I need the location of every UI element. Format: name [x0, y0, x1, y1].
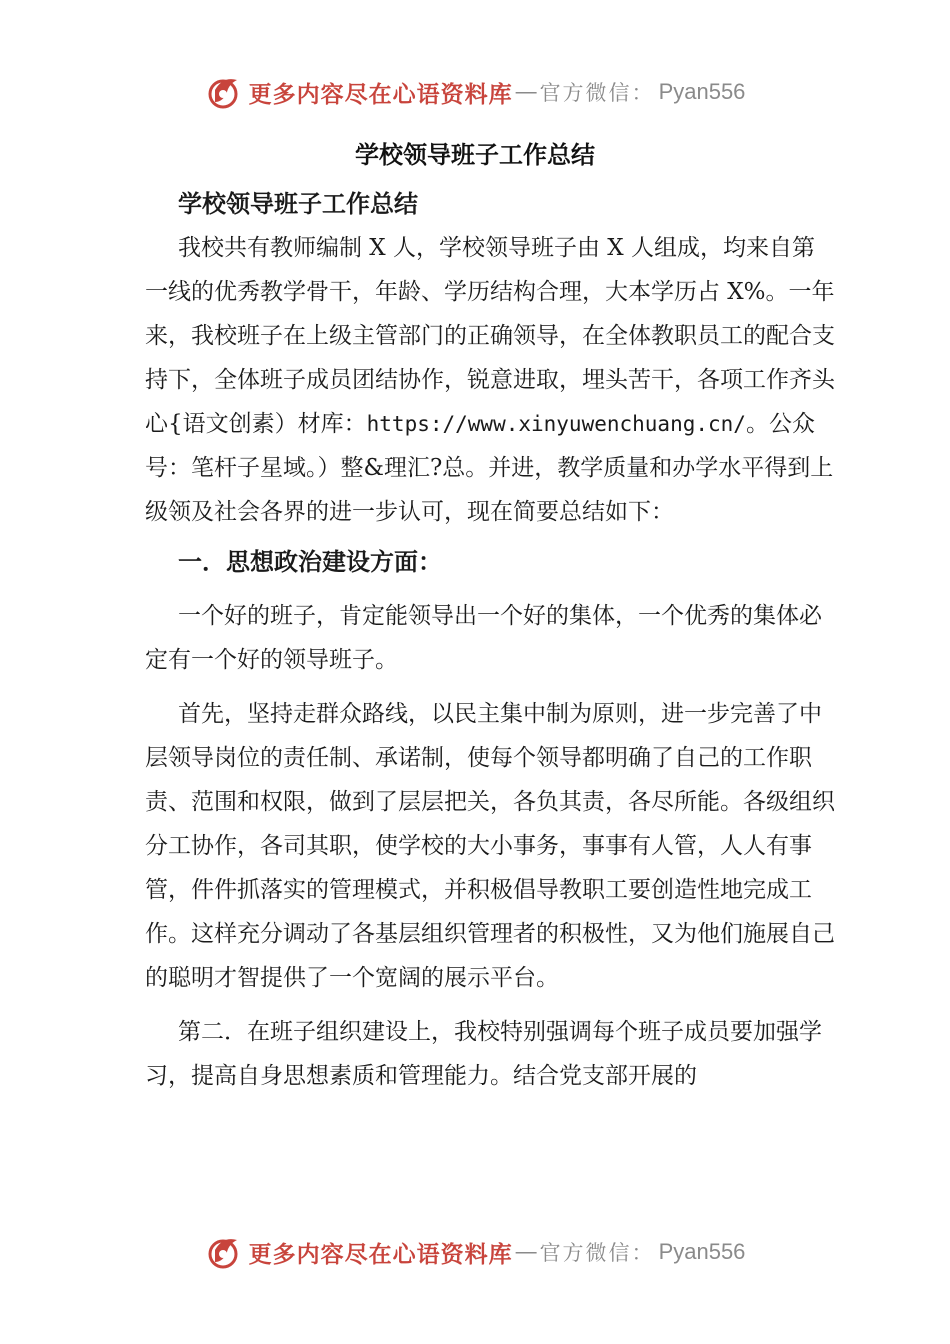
intro-url: https://www.xinyuwenchuang.cn/: [366, 412, 746, 436]
brand-logo-icon: [205, 1232, 245, 1272]
intro-text-1: 我校共有教师编制 X 人，学校领导班子由 X 人组成，均来自第一线的优秀教学骨干，年龄、学历结构合理，大本学历占 X%。一年来，我校班子在上级主管部门的正确领导，在全体教职员工的配合支持下，全体班子成员团结协作，锐意进取，埋头苦干，各项工作齐头心{语文创素）材库：: [145, 235, 835, 437]
paragraph-2: 首先，坚持走群众路线，以民主集中制为原则，进一步完善了中层领导岗位的责任制、承诺制，使每个领导都明确了自己的工作职责、范围和权限，做到了层层把关，各负其责，各尽所能。各级组织分工协作，各司其职，使学校的大小事务，事事有人管，人人有事管，件件抓落实的管理模式，并积极倡导教职工要创造性地完成工作。这样充分调动了各基层组织管理者的积极性，又为他们施展自己的聪明才智提供了一个宽阔的展示平台。: [145, 701, 835, 991]
paragraph-1: 一个好的班子，肯定能领导出一个好的集体，一个优秀的集体必定有一个好的领导班子。: [145, 603, 822, 673]
section1-heading: 一．思想政治建设方面：: [178, 548, 442, 576]
banner-dash: —: [514, 79, 538, 105]
document-title: 学校领导班子工作总结: [355, 141, 595, 169]
banner-text: 更多内容尽在心语资料库: [248, 1240, 513, 1268]
banner-wechat-id: Pyan556: [658, 1239, 746, 1264]
banner-text: 更多内容尽在心语资料库: [248, 80, 513, 108]
intro-text-2: 。公众号：笔杆子星域。）整&理汇?总。并进，教学质量和办学水平得到上级领及社会各界的进一步认可，现在简要总结如下：: [145, 411, 834, 525]
brand-logo-icon: [205, 72, 245, 112]
document-body: [145, 182, 835, 1098]
header-banner: [0, 70, 950, 114]
banner-wechat-label: 官方微信：: [539, 81, 655, 105]
paragraph-3: 第二．在班子组织建设上，我校特别强调每个班子成员要加强学习，提高自身思想素质和管理能力。结合党支部开展的: [145, 1019, 822, 1089]
intro-paragraph: [145, 226, 835, 534]
banner-wechat-id: Pyan556: [658, 79, 746, 104]
banner-wechat-label: 官方微信：: [539, 1241, 655, 1265]
banner-dash: —: [514, 1239, 538, 1265]
document-subtitle: 学校领导班子工作总结: [178, 190, 418, 218]
footer-banner: [0, 1230, 950, 1274]
